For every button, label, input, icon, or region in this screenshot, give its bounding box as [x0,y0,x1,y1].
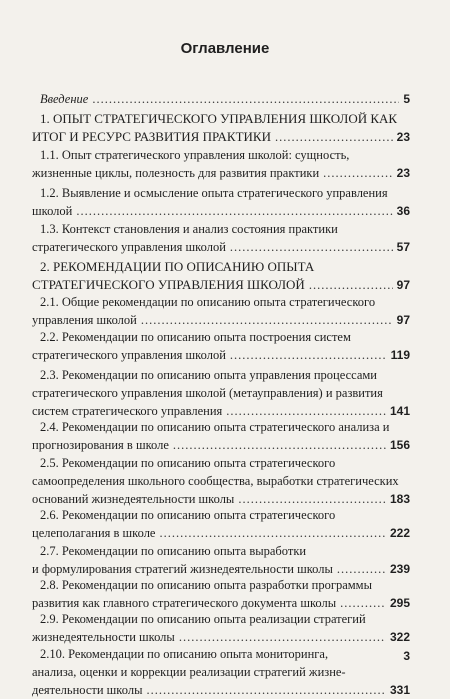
toc-page-number: 183 [389,492,410,506]
toc-entry-line: 2. РЕКОМЕНДАЦИИ ПО ОПИСАНИЮ ОПЫТА [40,259,315,274]
toc-entry-line: 2.10. Рекомендации по описанию опыта мониторинга, [40,647,329,661]
toc-entry-line: ИТОГ И РЕСУРС РАЗВИТИЯ ПРАКТИКИ [32,129,271,144]
dot-leader [141,311,393,329]
toc-entry-line: систем стратегического управления [32,404,223,418]
toc-entry-line: 2.9. Рекомендации по описанию опыта реализации стратегий [40,612,366,626]
toc-entry-line: управления школой [32,313,137,327]
toc-page-number: 222 [389,526,410,540]
toc-entry-line: стратегического управления школой [32,240,226,254]
toc-page-number: 295 [389,596,410,610]
toc-page-number: 97 [396,313,410,327]
page-title: Оглавление [180,40,270,57]
dot-leader [146,681,386,699]
toc-entry-line: 1.2. Выявление и осмысление опыта стратегического управления [40,186,388,200]
toc-page-number: 119 [390,348,410,362]
toc-entry-line: 2.1. Общие рекомендации по описанию опыта стратегического [40,295,376,309]
toc-entry-line: 2.7. Рекомендации по описанию опыта выработки [40,544,307,558]
toc-page-number: 23 [396,166,410,180]
toc-entry-line: 2.4. Рекомендации по описанию опыта стратегического анализа и [40,420,390,434]
toc-entry-line: школой [32,204,73,218]
toc-page-number: 156 [389,438,410,452]
toc-page-number: 5 [403,92,410,106]
toc-entry-line: 1. ОПЫТ СТРАТЕГИЧЕСКОГО УПРАВЛЕНИЯ ШКОЛОЙ КАК [40,111,398,126]
toc-entry-line: жизненные циклы, полезность для развития практики [32,166,320,180]
toc-entry-line: стратегического управления школой (метауправления) и развития [32,386,383,400]
toc-page-number: 331 [389,683,410,697]
toc-entry-line: жизнедеятельности школы [32,630,175,644]
toc-entry-line: анализа, оценки и коррекции реализации стратегий жизне- [32,665,346,679]
dot-leader [92,90,399,108]
toc-entry-line: 1.3. Контекст становления и анализ состояния практики [40,222,338,236]
dot-leader [230,238,393,256]
toc-entry-line: 2.8. Рекомендации по описанию опыта разработки программы [40,578,372,592]
toc-page-number: 57 [396,240,410,254]
toc-page-number: 239 [389,562,410,576]
toc-entry-line: 2.5. Рекомендации по описанию опыта стратегического [40,456,336,470]
toc-entry-line: 2.3. Рекомендации по описанию опыта управления процессами [40,368,377,382]
dot-leader [230,346,387,364]
page-number: 3 [403,649,410,663]
dot-leader [159,524,385,542]
toc-entry-line: 2.6. Рекомендации по описанию опыта стратегического [40,508,336,522]
toc-entry-line: СТРАТЕГИЧЕСКОГО УПРАВЛЕНИЯ ШКОЛОЙ [32,277,305,292]
toc-page-number: 141 [389,404,410,418]
toc-page-number: 97 [396,278,410,292]
dot-leader [275,128,393,146]
dot-leader [323,164,392,182]
toc-entry-line: и формулирования стратегий жизнедеятельности школы [32,562,333,576]
toc-entry-line: деятельности школы [32,683,143,697]
toc-entry-line: 2.2. Рекомендации по описанию опыта построения систем [40,330,351,344]
toc-entry-line: развития как главного стратегического документа школы [32,596,337,610]
toc-entry-line: 1.1. Опыт стратегического управления школой: сущность, [40,148,350,162]
toc-page-number: 322 [389,630,410,644]
toc-entry-line: Введение [40,92,89,106]
dot-leader [76,202,392,220]
dot-leader [309,276,393,294]
toc-page-number: 23 [396,130,410,144]
toc-entry-line: самоопределения школьного сообщества, выработки стратегических [32,474,399,488]
toc-entry-line: целеполагания в школе [32,526,156,540]
dot-leader [179,628,386,646]
toc-entry-line: прогнозирования в школе [32,438,169,452]
dot-leader [173,436,386,454]
toc-entry-line: стратегического управления школой [32,348,226,362]
toc-page-number: 36 [396,204,410,218]
toc-entry-line: оснований жизнедеятельности школы [32,492,235,506]
